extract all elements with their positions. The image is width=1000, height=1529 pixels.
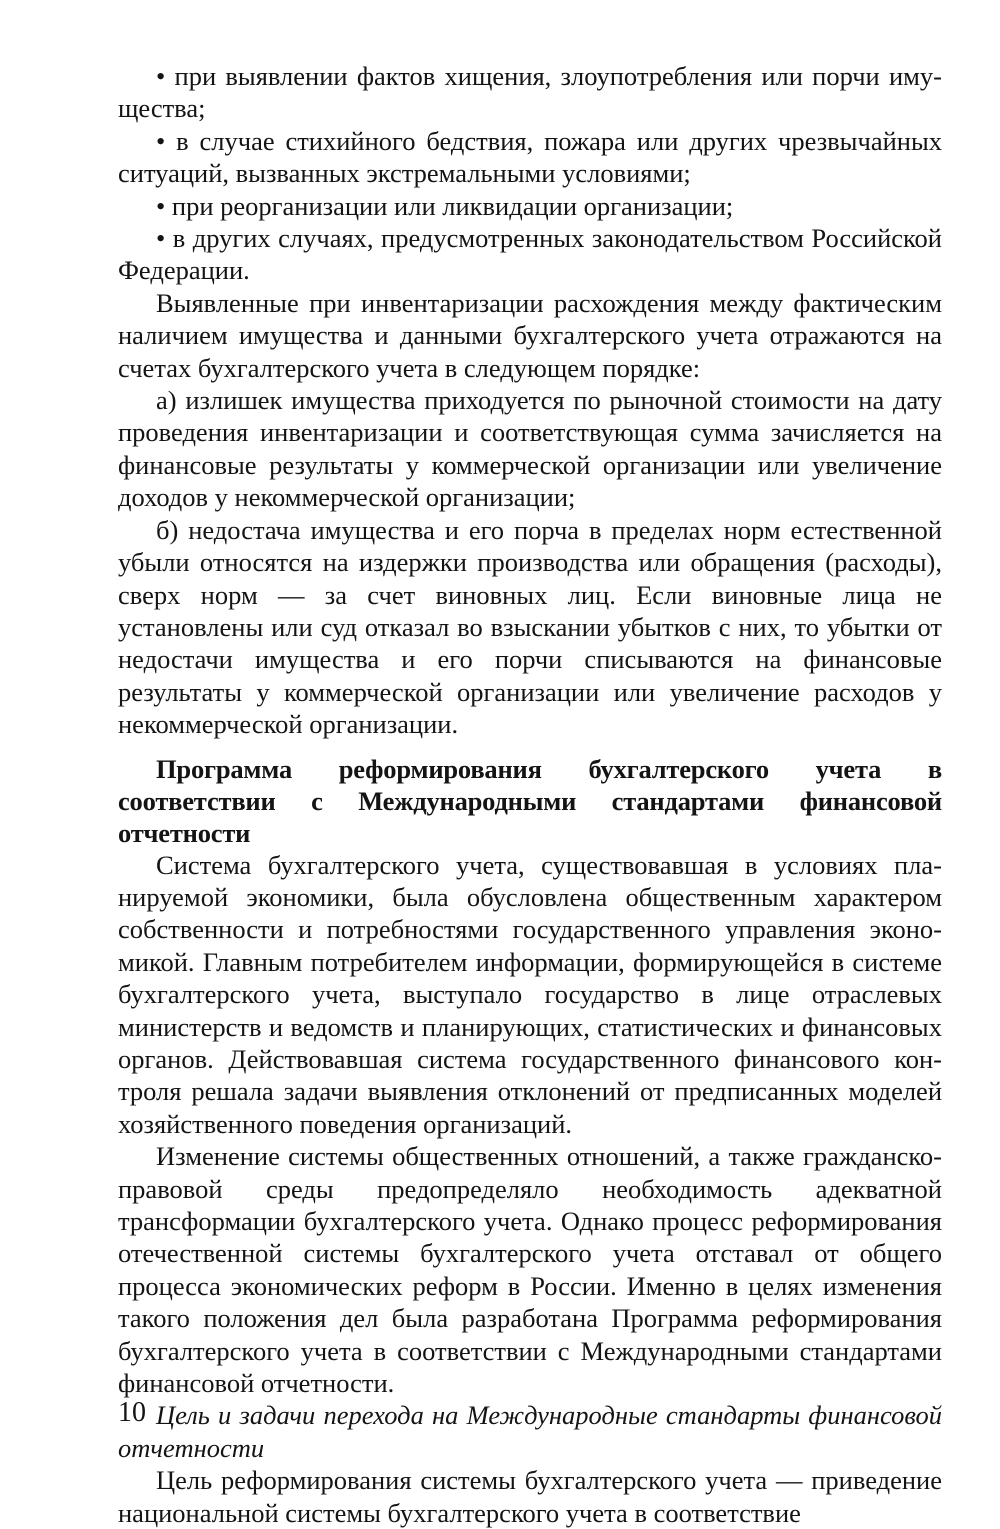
section-heading: Программа реформирования бухгалтерского учета в соответствии с Международными стандартами финансовой отчетности	[118, 753, 942, 848]
list-item: • в случае стихийного бедствия, пожара или других чрезвычайных ситуаций, вызванных экстремальными условиями;	[118, 125, 942, 189]
paragraph: б) недостача имущества и его порча в пределах норм естественной убыли относятся на издержки производства или обращения (расходы), сверх норм — за счет виновных лиц. Если виновные лица не установлены или суд отказал во взыскании убытков с них, то убытки от недостачи имущества и его порчи списываются на финансовые результаты у коммерческой организации или увеличение расходов у некоммерческой организации.	[118, 514, 942, 740]
paragraph: а) излишек имущества приходуется по рыночной стоимости на дату проведения инвентаризации и соответствующая сумма зачисляется на финансовые результаты у коммерческой организации или увеличение доходов у некоммерческой организации;	[118, 385, 942, 513]
page-number: 10	[118, 1397, 146, 1428]
paragraph: Выявленные при инвентаризации расхождения между фактическим наличием имущества и данными бухгалтерского учета отражаются на счетах бухгалтерского учета в следующем порядке:	[118, 287, 942, 383]
italic-subheading: Цель и задачи перехода на Международные стандарты финансовой отчетности	[118, 1400, 942, 1463]
paragraph: Цель реформирования системы бухгалтерского учета — приведение национальной системы бухгалтерского учета в соответствие	[118, 1465, 942, 1528]
list-item: • в других случаях, предусмотренных законодательством Российской Федерации.	[118, 223, 942, 286]
list-item: • при выявлении фактов хищения, злоупотребления или порчи имущества;	[118, 61, 942, 124]
paragraph: Изменение системы общественных отношений, а также гражданско-правовой среды предопределяло необходимость адекватной трансформации бухгалтерского учета. Однако процесс реформирования отечественной системы бухгалтерского учета отставал от общего процесса экономических реформ в России. Именно в целях изменения такого положения дел была разработана Программа реформирования бухгалтерского учета в соответствии с Международными стандартами финансовой отчетности.	[118, 1141, 942, 1399]
page-content	[118, 60, 942, 1529]
list-item: • при реорганизации или ликвидации организации;	[156, 190, 734, 221]
paragraph: Система бухгалтерского учета, существовавшая в условиях планируемой экономики, была обусловлена общественным характером собственности и потребностями государственного управления экономикой. Главным потребителем информации, формирующейся в системе бухгалтерского учета, выступало государство в лице отраслевых министерств и ведомств и планирующих, статистических и финансовых органов. Действовавшая система государственного финансового контроля решала задачи выявления отклонений от предписанных моделей хозяйственного поведения организаций.	[118, 849, 942, 1139]
